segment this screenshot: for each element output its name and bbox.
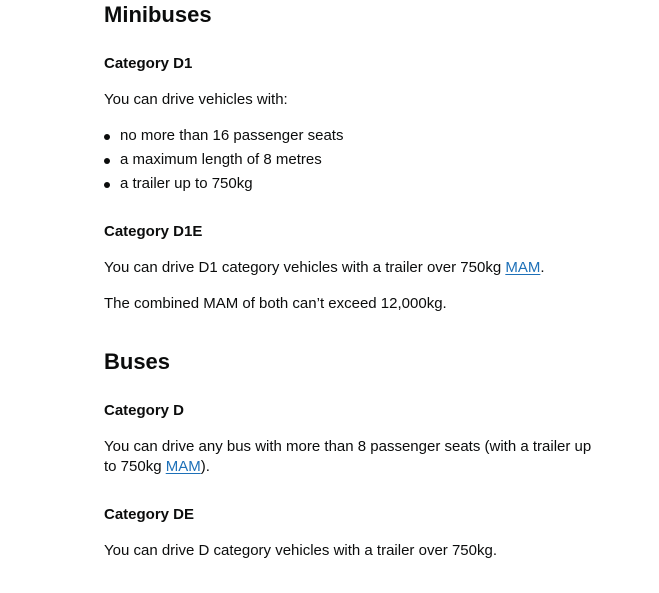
buses-heading: Buses — [104, 349, 171, 374]
category-d1e-heading: Category D1E — [104, 223, 203, 240]
category-d-text-end: ). — [200, 458, 210, 475]
category-d-heading: Category D — [104, 402, 185, 419]
category-d-text-start: You can drive any bus with more than 8 passenger seats (with a trailer up to 750kg — [104, 438, 592, 475]
list-item: no more than 16 passenger seats — [120, 126, 620, 146]
category-d1e-text — [104, 258, 604, 278]
list-item: a trailer up to 750kg — [120, 174, 620, 194]
category-d-text — [104, 437, 604, 477]
list-item: a maximum length of 8 metres — [120, 150, 620, 170]
combined-mam-text: The combined MAM of both can’t exceed 12,000kg. — [104, 295, 447, 312]
category-de-text: You can drive D category vehicles with a trailer over 750kg. — [104, 542, 497, 559]
category-d1e-text-end: . — [540, 259, 545, 276]
mam-link[interactable]: MAM — [505, 259, 541, 276]
mam-link[interactable]: MAM — [165, 458, 201, 475]
category-d1-heading: Category D1 — [104, 55, 193, 72]
category-d1-intro: You can drive vehicles with: — [104, 91, 288, 108]
category-de-heading: Category DE — [104, 506, 195, 523]
category-d1-list — [104, 126, 620, 198]
minibuses-heading: Minibuses — [104, 2, 212, 27]
category-d1e-text-start: You can drive D1 category vehicles with a trailer over 750kg — [104, 259, 506, 276]
